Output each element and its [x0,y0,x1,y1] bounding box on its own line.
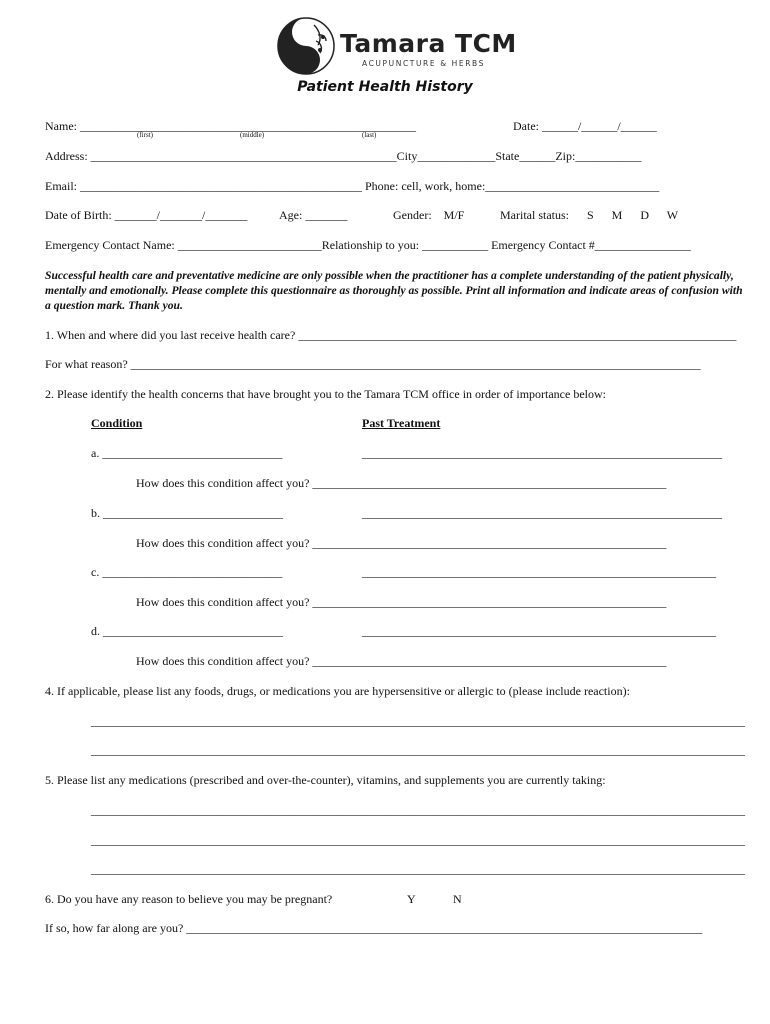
past-treatment-column-header: Past Treatment [362,416,441,430]
affect-b[interactable]: How does this condition affect you? ___________________________________________________________ [136,536,667,550]
q4-prompt: 4. If applicable, please list any foods, drugs, or medications you are hypersensitive or allergic to (please include reaction): [45,684,630,698]
condition-d[interactable]: d. ______________________________ [91,624,283,638]
gender-field[interactable]: Gender: M/F [393,208,465,222]
treatment-a[interactable]: ____________________________________________________________ [362,446,722,460]
q4-line[interactable]: _____________________________________________________________________________________________________________ [91,714,745,728]
name-middle-label: (middle) [240,131,265,139]
brand-name: Tamara TCM [340,29,517,58]
brand-tagline: ACUPUNCTURE & HERBS [362,59,485,68]
marital-status-field[interactable]: Marital status: S M D W [500,208,679,222]
name-first-label: (first) [137,131,153,139]
q6-followup[interactable]: If so, how far along are you? ______________________________________________________________________________________ [45,921,703,935]
date-field[interactable]: Date: ______/______/______ [513,119,657,133]
q5-prompt: 5. Please list any medications (prescribed and over-the-counter), vitamins, and supplements you are currently taking: [45,773,606,787]
name-field[interactable]: Name: ________________________________________________________ [45,119,416,133]
email-phone-field[interactable]: Email: _______________________________________________ Phone: cell, work, home:_____________________________ [45,179,660,193]
q5-line[interactable]: _____________________________________________________________________________________________________________ [91,803,745,817]
q5-line[interactable]: _____________________________________________________________________________________________________________ [91,862,745,876]
affect-c[interactable]: How does this condition affect you? ___________________________________________________________ [136,595,667,609]
emergency-contact-field[interactable]: Emergency Contact Name: ________________________Relationship to you: ___________ Emergency Contact #________________ [45,238,691,252]
treatment-b[interactable]: ____________________________________________________________ [362,506,722,520]
condition-b[interactable]: b. ______________________________ [91,506,283,520]
q1-reason[interactable]: For what reason? _______________________________________________________________________________________________ [45,357,701,371]
treatment-d[interactable]: ___________________________________________________________ [362,624,716,638]
name-last-label: (last) [362,131,377,139]
q6-prompt: 6. Do you have any reason to believe you may be pregnant? [45,892,333,906]
logo [276,15,517,77]
intro-paragraph: Successful health care and preventative medicine are only possible when the practitioner has a complete understanding of the patient physically, mentally and emotionally. Please complete this questionnaire as thoroughly as possible. Print all information and indicate areas of confusion with a question mark. Thank you. [45,269,743,312]
address-field[interactable]: Address: ___________________________________________________City_____________State______Zip:___________ [45,149,642,163]
affect-d[interactable]: How does this condition affect you? ___________________________________________________________ [136,654,667,668]
q5-line[interactable]: _____________________________________________________________________________________________________________ [91,833,745,847]
age-field[interactable]: Age: _______ [279,208,348,222]
condition-a[interactable]: a. ______________________________ [91,446,283,460]
dob-field[interactable]: Date of Birth: _______/_______/_______ [45,208,248,222]
yin-yang-logo-icon [276,15,336,77]
q2-prompt: 2. Please identify the health concerns that have brought you to the Tamara TCM office in order of importance below: [45,387,606,401]
page-title: Patient Health History [297,79,473,95]
affect-a[interactable]: How does this condition affect you? ___________________________________________________________ [136,476,667,490]
q1-last-care[interactable]: 1. When and where did you last receive health care? _________________________________________________________________________ [45,328,737,342]
q4-line[interactable]: _____________________________________________________________________________________________________________ [91,743,745,757]
condition-column-header: Condition [91,416,143,430]
condition-c[interactable]: c. ______________________________ [91,565,283,579]
q6-yes-option[interactable]: Y [407,892,416,906]
treatment-c[interactable]: ___________________________________________________________ [362,565,716,579]
q6-no-option[interactable]: N [453,892,462,906]
